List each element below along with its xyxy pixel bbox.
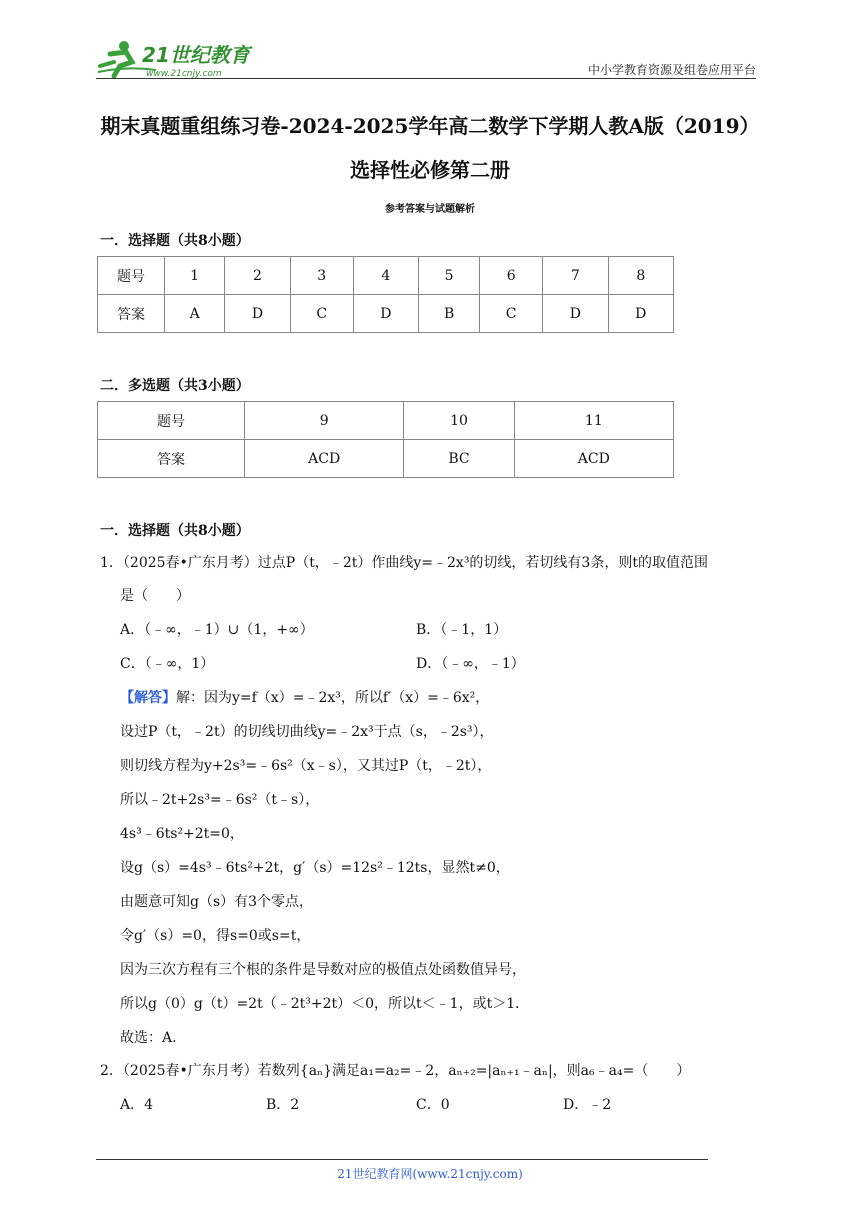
table-cell: D [543, 295, 608, 333]
section-heading-solutions: 一．选择题（共8小题） [100, 523, 250, 539]
question-1-option-c: C．（﹣∞，1） [120, 656, 215, 672]
table-row [98, 402, 674, 440]
table-cell: D [608, 295, 673, 333]
table-cell: 题号 [98, 257, 165, 295]
section-heading-choice: 一．选择题（共8小题） [100, 233, 250, 249]
solution-line: 因为三次方程有三个根的条件是导数对应的极值点处函数值异号， [120, 962, 526, 978]
table-row [98, 295, 674, 333]
solution-line: 故选：A． [120, 1030, 187, 1046]
solution-text: 解：因为y=f（x）=﹣2x³，所以f′（x）=﹣6x²， [176, 690, 490, 706]
header-divider [96, 78, 756, 79]
table-cell: C [290, 295, 353, 333]
solution-line: 则切线方程为y+2s³=﹣6s²（x﹣s），又其过P（t，﹣2t）， [120, 758, 492, 774]
solution-line: 所以﹣2t+2s³=﹣6s²（t﹣s）， [120, 792, 320, 808]
table-cell: ACD [514, 440, 673, 478]
table-cell: 5 [419, 257, 480, 295]
table-cell: B [419, 295, 480, 333]
table-cell: ACD [245, 440, 404, 478]
question-1-option-d: D．（﹣∞，﹣1） [416, 656, 525, 672]
table-row [98, 440, 674, 478]
logo-url: www.21cnjy.com [146, 69, 222, 79]
table-cell: BC [404, 440, 514, 478]
table-row [98, 257, 674, 295]
question-1-option-a: A．（﹣∞，﹣1）∪（1，+∞） [120, 622, 314, 638]
table-cell: D [353, 295, 418, 333]
logo-text: 21世纪教育 [142, 43, 250, 67]
table-cell: 11 [514, 402, 673, 440]
solution-line: 由题意可知g（s）有3个零点， [120, 894, 314, 910]
table-cell: 答案 [98, 295, 165, 333]
table-cell: D [225, 295, 290, 333]
question-1-stem: 1．（2025春•广东月考）过点P（t，﹣2t）作曲线y=﹣2x³的切线，若切线有3条，则t的取值范围 [100, 555, 708, 571]
platform-name: 中小学教育资源及组卷应用平台 [587, 63, 756, 77]
solution-line: 设g（s）=4s³﹣6ts²+2t，g′（s）=12s²﹣12ts，显然t≠0， [120, 860, 510, 876]
table-cell: 2 [225, 257, 290, 295]
question-1-option-b: B．（﹣1，1） [416, 622, 508, 638]
table-cell: 4 [353, 257, 418, 295]
table-cell: 题号 [98, 402, 245, 440]
footer-divider [96, 1159, 708, 1160]
table-cell: 7 [543, 257, 608, 295]
question-2-option-b: B．2 [266, 1097, 300, 1113]
question-1-stem-cont: 是（ ） [120, 588, 190, 604]
answer-table-multi [97, 401, 674, 478]
solution-line: 令g′（s）=0，得s=0或s=t， [120, 928, 311, 944]
table-cell: 8 [608, 257, 673, 295]
table-cell: C [480, 295, 543, 333]
solution-line [120, 688, 489, 708]
section-heading-multi: 二．多选题（共3小题） [100, 378, 250, 394]
answer-tag: 【解答】 [120, 690, 176, 706]
answer-table-choice [97, 256, 674, 333]
table-cell: 10 [404, 402, 514, 440]
footer-link[interactable]: 21世纪教育网(www.21cnjy.com) [337, 1167, 523, 1181]
table-cell: 3 [290, 257, 353, 295]
table-cell: A [165, 295, 225, 333]
page-title-line2: 选择性必修第二册 [350, 158, 510, 182]
solution-line: 设过P（t，﹣2t）的切线切曲线y=﹣2x³于点（s，﹣2s³）， [120, 724, 494, 740]
question-2-option-d: D．﹣2 [563, 1097, 612, 1113]
question-2-option-c: C．0 [416, 1097, 450, 1113]
table-cell: 6 [480, 257, 543, 295]
question-2-option-a: A．4 [120, 1097, 154, 1113]
solution-line: 所以g（0）g（t）=2t（﹣2t³+2t）＜0，所以t＜﹣1，或t＞1． [120, 996, 530, 1012]
question-2-stem: 2．（2025春•广东月考）若数列{aₙ}满足a₁=a₂=﹣2，aₙ₊₂=|aₙ₊₁﹣aₙ|，则a₆﹣a₄=（ ） [100, 1063, 691, 1079]
site-logo [96, 36, 266, 80]
table-cell: 9 [245, 402, 404, 440]
table-cell: 答案 [98, 440, 245, 478]
table-cell: 1 [165, 257, 225, 295]
page-title: 期末真题重组练习卷-2024-2025学年高二数学下学期人教A版（2019） [100, 114, 760, 138]
solution-line: 4s³﹣6ts²+2t=0， [120, 826, 244, 842]
page-subtitle: 参考答案与试题解析 [385, 204, 475, 215]
